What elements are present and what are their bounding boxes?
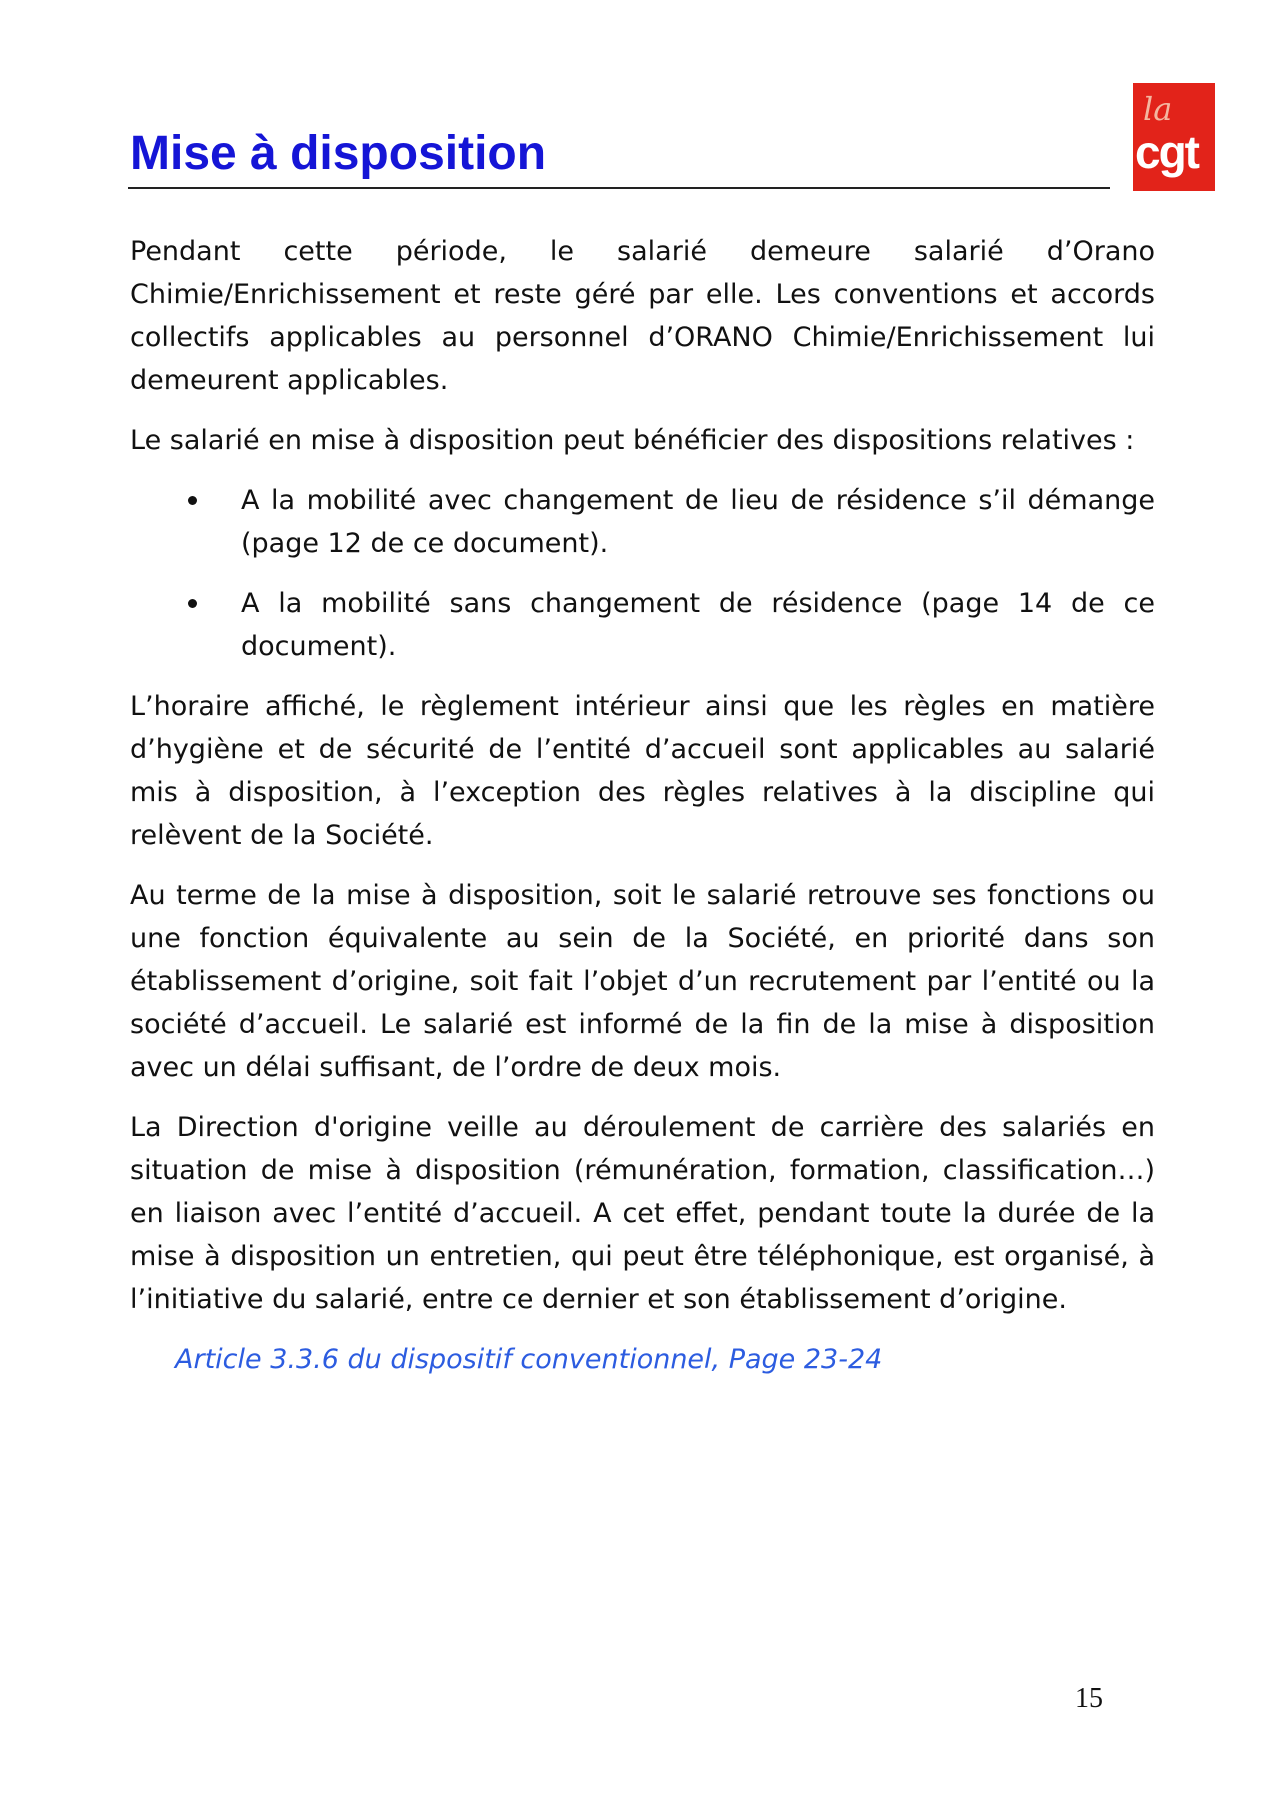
paragraph-rules: L’horaire affiché, le règlement intérieur ainsi que les règles en matière d’hygiène et de sécurité de l’entité d’accueil sont applicables au salarié mis à disposition, à l’exception des règles relatives à la discipline qui relèvent de la Société. (130, 691, 1155, 851)
list-item (130, 582, 1155, 668)
logo-main-text: cgt (1135, 126, 1198, 178)
title-underline (128, 187, 1110, 189)
logo-small-text: la (1143, 90, 1173, 128)
dispositions-list (130, 479, 1155, 668)
page-number: 15 (1075, 1683, 1103, 1714)
article-reference: Article 3.3.6 du dispositif conventionnel, Page 23-24 (175, 1344, 883, 1375)
paragraph-end-of-assignment: Au terme de la mise à disposition, soit le salarié retrouve ses fonctions ou une fonction équivalente au sein de la Société, en priorité dans son établissement d’origine, soit fait l’objet d’un recrutement par l’entité ou la société d’accueil. Le salarié est informé de la fin de la mise à disposition avec un délai suffisant, de l’ordre de deux mois. (130, 880, 1155, 1083)
bullet-icon (188, 496, 197, 505)
list-item (130, 479, 1155, 565)
list-item-text: A la mobilité avec changement de lieu de résidence s’il démange (page 12 de ce document). (241, 485, 1155, 559)
paragraph-dispositions-intro: Le salarié en mise à disposition peut bénéficier des dispositions relatives : (130, 425, 1135, 456)
list-item-text: A la mobilité sans changement de résidence (page 14 de ce document). (241, 588, 1155, 662)
paragraph-career-follow-up: La Direction d'origine veille au déroulement de carrière des salariés en situation de mise à disposition (rémunération, formation, classification…) en liaison avec l’entité d’accueil. A cet effet, pendant toute la durée de la mise à disposition un entretien, qui peut être téléphonique, est organisé, à l’initiative du salarié, entre ce dernier et son établissement d’origine. (130, 1112, 1155, 1315)
bullet-icon (188, 599, 197, 608)
paragraph-status: Pendant cette période, le salarié demeure salarié d’Orano Chimie/Enrichissement et reste géré par elle. Les conventions et accords collectifs applicables au personnel d’ORANO Chimie/Enrichissement lui demeurent applicables. (130, 236, 1155, 396)
cgt-logo (1133, 83, 1215, 191)
page-title: Mise à disposition (130, 127, 547, 180)
document-body (130, 230, 1155, 1381)
